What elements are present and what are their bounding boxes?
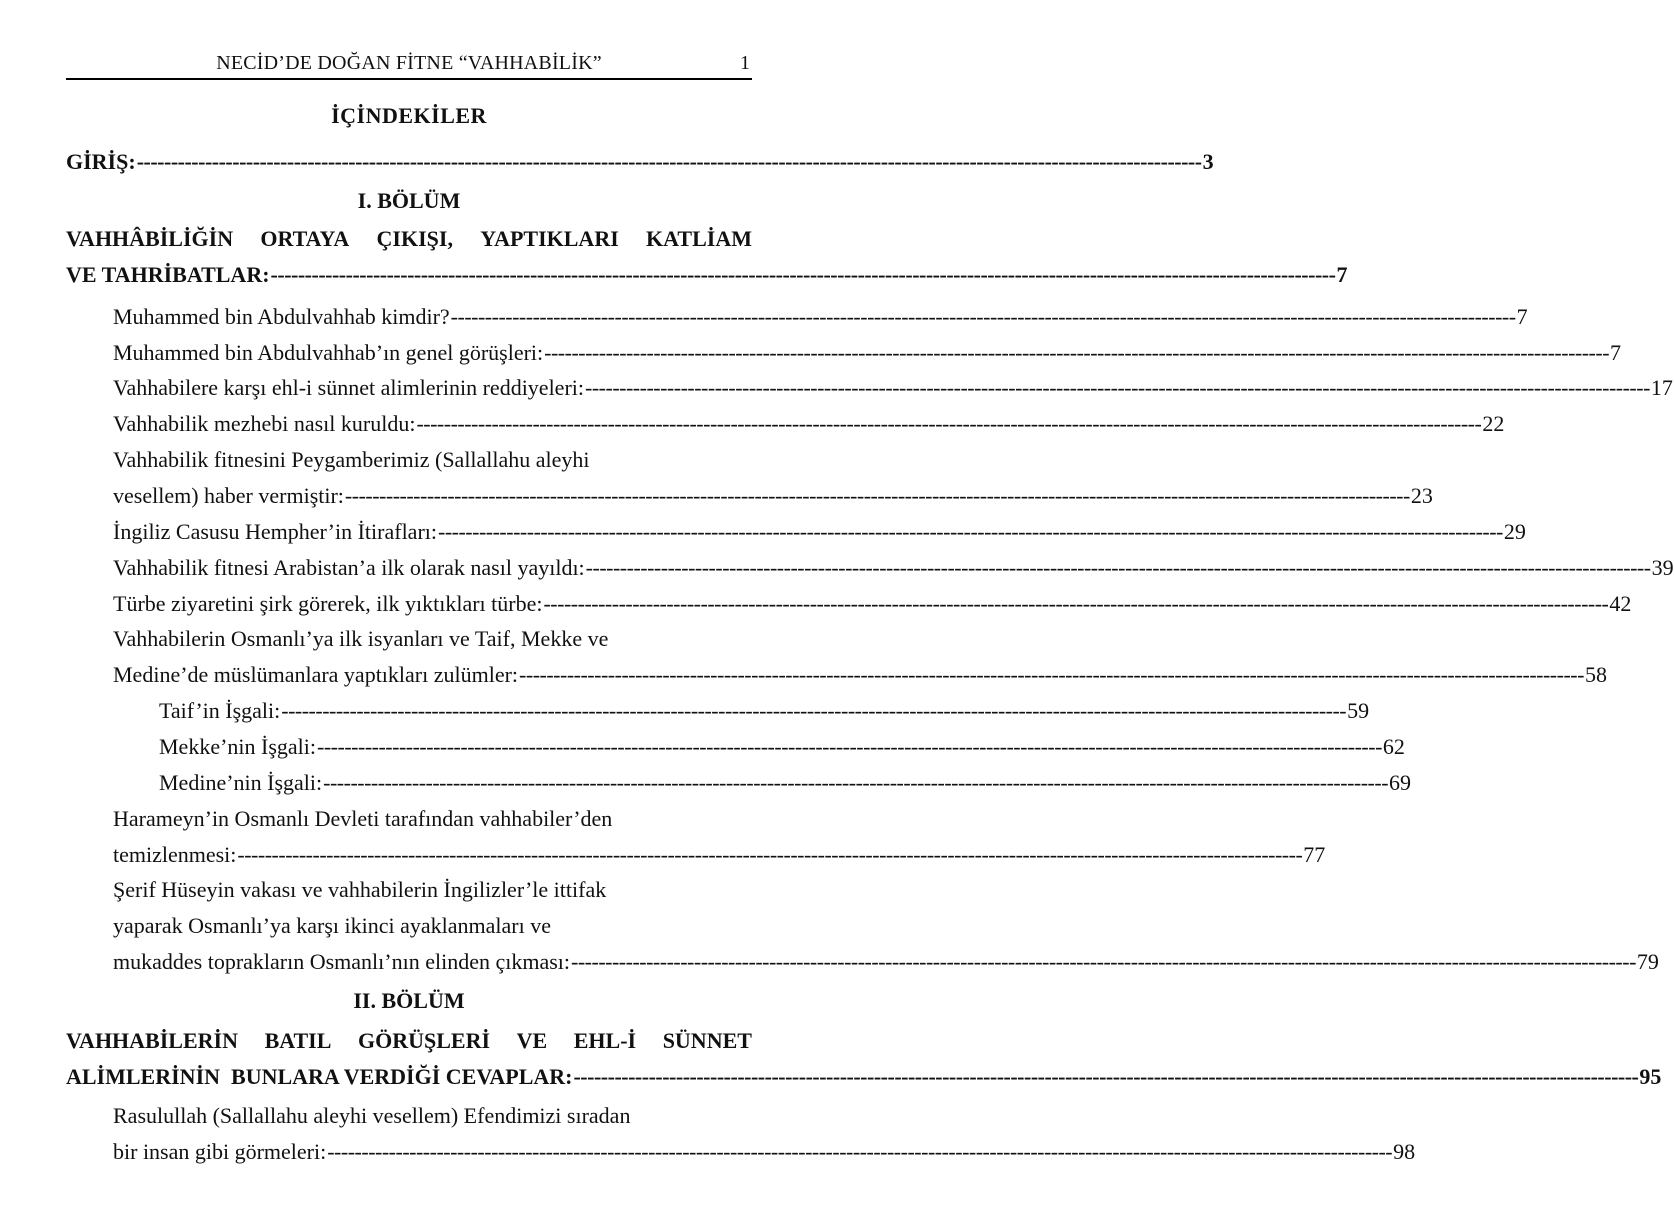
book-title: NECİD’DE DOĞAN FİTNE “VAHHABİLİK” (216, 52, 602, 74)
toc-entry[interactable]: temizlenmesi: ------------------------------------------------------------------------------------------------------------------------------------------------------------ 77 (113, 837, 752, 873)
dot-leader: ------------------------------------------------------------------------------------------------------------------------------------------------------------ (237, 842, 1303, 867)
dot-leader: ------------------------------------------------------------------------------------------------------------------------------------------------------------ (585, 375, 1650, 400)
toc-entry[interactable]: Muhammed bin Abdulvahhab kimdir? ------------------------------------------------------------------------------------------------------------------------------------------------------------ 7 (113, 299, 752, 335)
dot-leader: ------------------------------------------------------------------------------------------------------------------------------------------------------------ (543, 591, 1609, 616)
running-header (66, 52, 752, 80)
entry-page: 29 (1503, 519, 1526, 544)
toc-entry-bolum-2[interactable]: ALİMLERİNİN BUNLARA VERDİĞİ CEVAPLAR: ------------------------------------------------------------------------------------------------------------------------------------------------------------ 95 (66, 1059, 752, 1095)
toc-entry[interactable]: vesellem) haber vermiştir: ------------------------------------------------------------------------------------------------------------------------------------------------------------ 23 (113, 478, 752, 514)
entry-page: 58 (1584, 662, 1607, 687)
toc-heading: İÇİNDEKİLER (331, 103, 487, 128)
entry-page: 7 (1336, 262, 1348, 287)
entry-page: 79 (1636, 949, 1659, 974)
dot-leader: ------------------------------------------------------------------------------------------------------------------------------------------------------------ (416, 411, 1482, 436)
toc-entry-line: Şerif Hüseyin vakası ve vahhabilerin İngilizler’le ittifak (113, 877, 607, 902)
toc-entry[interactable]: İngiliz Casusu Hempher’in İtirafları: ------------------------------------------------------------------------------------------------------------------------------------------------------------ 29 (113, 514, 752, 550)
toc-entry[interactable]: Türbe ziyaretini şirk görerek, ilk yıktıkları türbe: ------------------------------------------------------------------------------------------------------------------------------------------------------------ 42 (113, 586, 752, 622)
dot-leader: ------------------------------------------------------------------------------------------------------------------------------------------------------------ (438, 519, 1503, 544)
dot-leader: ------------------------------------------------------------------------------------------------------------------------------------------------------------ (519, 662, 1584, 687)
dot-leader: ------------------------------------------------------------------------------------------------------------------------------------------------------------ (270, 262, 1336, 287)
toc-entry-line: Vahhabilerin Osmanlı’ya ilk isyanları ve Taif, Mekke ve (113, 626, 609, 651)
dot-leader: ------------------------------------------------------------------------------------------------------------------------------------------------------------ (317, 734, 1382, 759)
dot-leader: ------------------------------------------------------------------------------------------------------------------------------------------------------------ (281, 698, 1347, 723)
toc-subentry[interactable]: Taif’in İşgali: ------------------------------------------------------------------------------------------------------------------------------------------------------------ 59 (159, 693, 752, 729)
entry-page: 42 (1609, 591, 1632, 616)
dot-leader: ------------------------------------------------------------------------------------------------------------------------------------------------------------ (571, 949, 1636, 974)
toc-entry-giris[interactable]: GİRİŞ: ------------------------------------------------------------------------------------------------------------------------------------------------------------ 3 (66, 144, 752, 180)
dot-leader: ------------------------------------------------------------------------------------------------------------------------------------------------------------ (344, 483, 1410, 508)
dot-leader: ------------------------------------------------------------------------------------------------------------------------------------------------------------ (136, 149, 1202, 174)
toc-entry-line: Harameyn’in Osmanlı Devleti tarafından vahhabiler’den (113, 806, 613, 831)
dot-leader: ------------------------------------------------------------------------------------------------------------------------------------------------------------ (585, 555, 1651, 580)
entry-page: 77 (1303, 842, 1326, 867)
entry-page: 22 (1482, 411, 1505, 436)
entry-page: 39 (1651, 555, 1674, 580)
toc-entry[interactable]: Medine’de müslümanlara yaptıkları zulümler: ------------------------------------------------------------------------------------------------------------------------------------------------------------ 58 (113, 657, 752, 693)
section-title-1-line-1: VAHHÂBİLİĞİN ORTAYA ÇIKIŞI, YAPTIKLARI KATLİAM (66, 226, 752, 251)
toc-subentry[interactable]: Medine’nin İşgali: ------------------------------------------------------------------------------------------------------------------------------------------------------------ 69 (159, 765, 752, 801)
page-number: 1 (740, 52, 750, 74)
toc-entry[interactable]: Vahhabilere karşı ehl-i sünnet alimlerinin reddiyeleri: ------------------------------------------------------------------------------------------------------------------------------------------------------------ 17 (113, 370, 752, 406)
entry-page: 98 (1393, 1139, 1416, 1164)
dot-leader: ------------------------------------------------------------------------------------------------------------------------------------------------------------ (323, 770, 1389, 795)
section-heading-bolum-2: II. BÖLÜM (353, 988, 465, 1013)
dot-leader: ------------------------------------------------------------------------------------------------------------------------------------------------------------ (573, 1064, 1639, 1089)
toc-entry[interactable]: Muhammed bin Abdulvahhab’ın genel görüşleri: ------------------------------------------------------------------------------------------------------------------------------------------------------------ 7 (113, 335, 752, 371)
toc-entry-line: yaparak Osmanlı’ya karşı ikinci ayaklanmaları ve (113, 913, 551, 938)
toc-entry[interactable]: Vahhabilik fitnesi Arabistan’a ilk olarak nasıl yayıldı: ------------------------------------------------------------------------------------------------------------------------------------------------------------ 39 (113, 550, 752, 586)
entry-page: 62 (1382, 734, 1405, 759)
toc-entry-line: Rasulullah (Sallallahu aleyhi vesellem) Efendimizi sıradan (113, 1103, 631, 1128)
dot-leader: ------------------------------------------------------------------------------------------------------------------------------------------------------------ (327, 1139, 1393, 1164)
entry-page: 69 (1389, 770, 1412, 795)
toc-entry[interactable]: mukaddes toprakların Osmanlı’nın elinden çıkması: ------------------------------------------------------------------------------------------------------------------------------------------------------------ 79 (113, 944, 752, 980)
entry-page: 95 (1639, 1064, 1662, 1089)
entry-page: 3 (1202, 149, 1214, 174)
entry-page: 7 (1610, 340, 1622, 365)
entry-page: 23 (1410, 483, 1433, 508)
toc-entry[interactable]: bir insan gibi görmeleri: ------------------------------------------------------------------------------------------------------------------------------------------------------------ 98 (113, 1134, 752, 1170)
toc-entry[interactable]: Vahhabilik mezhebi nasıl kuruldu: ------------------------------------------------------------------------------------------------------------------------------------------------------------ 22 (113, 406, 752, 442)
toc-entry-bolum-1[interactable]: VE TAHRİBATLAR: ------------------------------------------------------------------------------------------------------------------------------------------------------------ 7 (66, 257, 752, 293)
entry-page: 7 (1516, 304, 1528, 329)
section-title-2-line-1: VAHHABİLERİN BATIL GÖRÜŞLERİ VE EHL-İ SÜNNET (66, 1028, 752, 1053)
toc-subentry[interactable]: Mekke’nin İşgali: ------------------------------------------------------------------------------------------------------------------------------------------------------------ 62 (159, 729, 752, 765)
entry-page: 17 (1650, 375, 1673, 400)
dot-leader: ------------------------------------------------------------------------------------------------------------------------------------------------------------ (450, 304, 1516, 329)
dot-leader: ------------------------------------------------------------------------------------------------------------------------------------------------------------ (544, 340, 1610, 365)
entry-page: 59 (1347, 698, 1370, 723)
section-heading-bolum-1: I. BÖLÜM (357, 188, 461, 213)
toc-entry-line: Vahhabilik fitnesini Peygamberimiz (Sallallahu aleyhi (113, 447, 590, 472)
